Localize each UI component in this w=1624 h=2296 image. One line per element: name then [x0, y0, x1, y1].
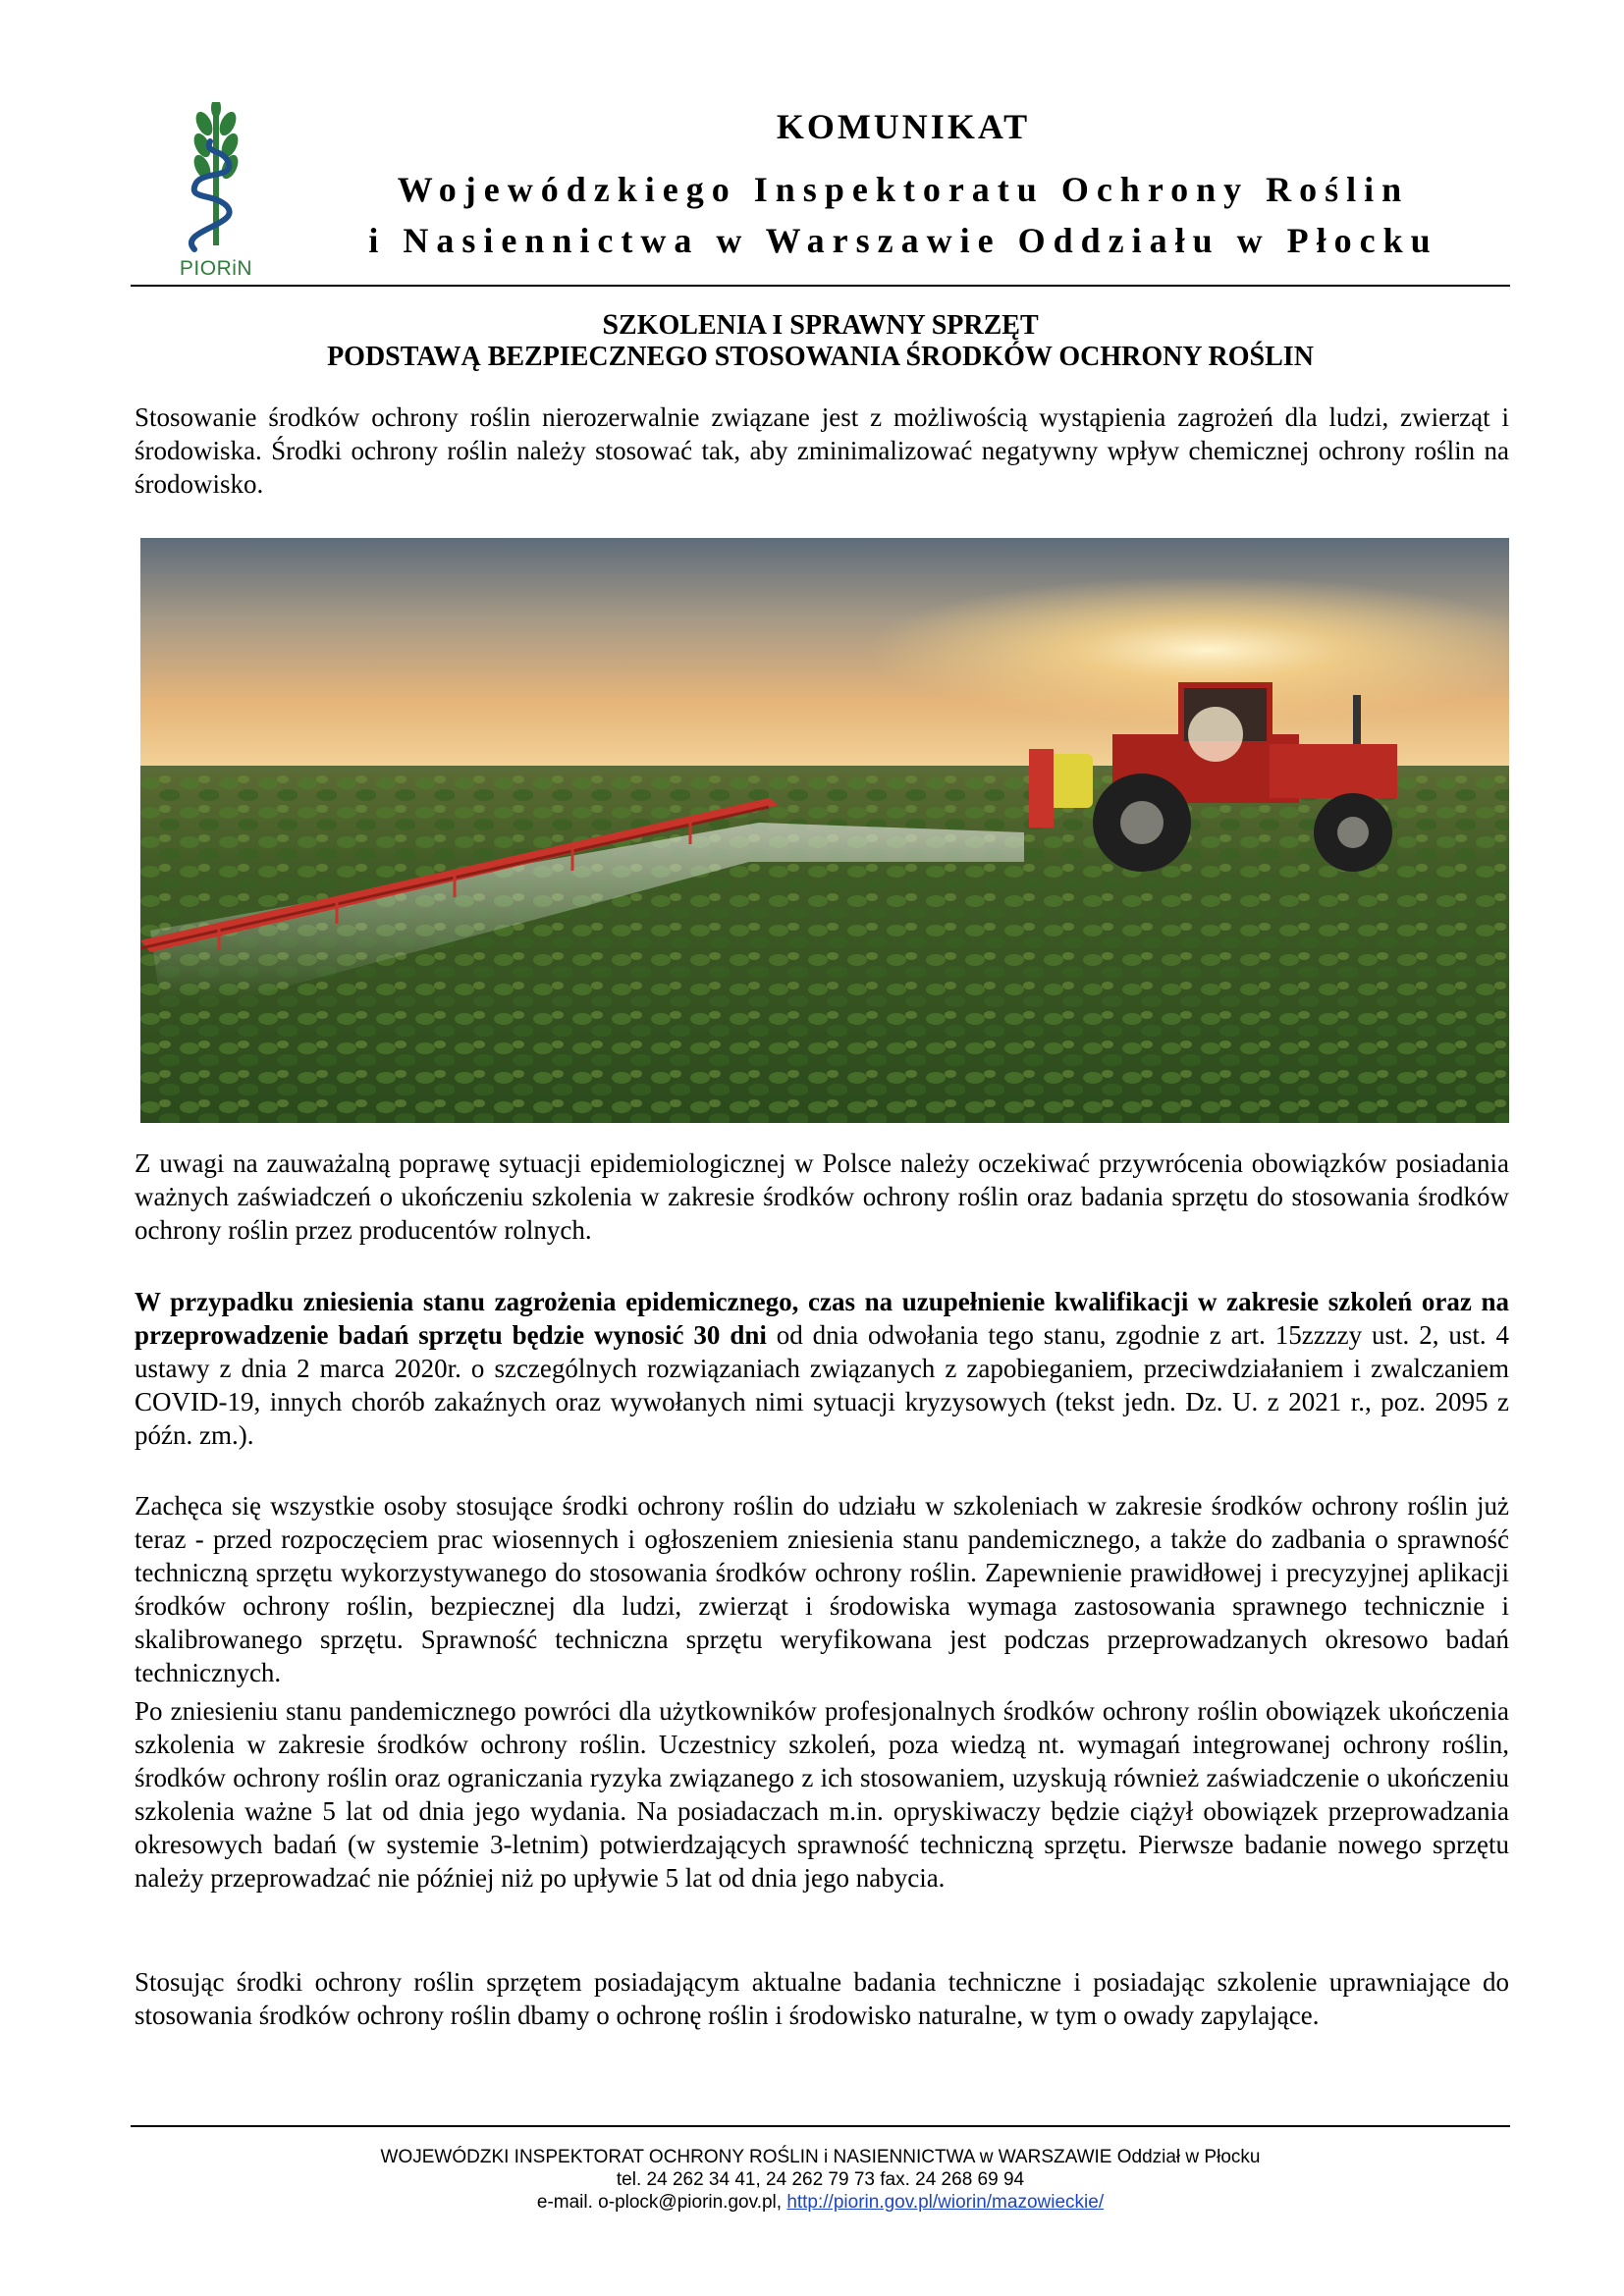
paragraph-encouragement: Zachęca się wszystkie osoby stosujące środki ochrony roślin do udziału w szkoleniach w zakresie środków ochrony roślin już teraz - przed rozpoczęciem prac wiosennych i ogłoszeniem zniesienia stanu pandemicznego, a także do zadbania o sprawność techniczną sprzętu wykorzystywanego do stosowania środków ochrony roślin. Zapewnienie prawidłowej i precyzyjnej aplikacji środków ochrony roślin, bezpiecznej dla ludzi, zwierząt i środowiska wymaga zastosowania sprawnego technicznie i skalibrowanego sprzętu. Sprawność techniczna sprzętu weryfikowana jest podczas przeprowadzanych okresowo badań technicznych. [135, 1491, 1509, 1687]
tractor-sprayer-photo [140, 538, 1509, 1123]
document-type-heading: KOMUNIKAT [776, 107, 1031, 146]
paragraph-30-days-rest: od dnia odwołania tego stanu, zgodnie z art. 15zzzzy ust. 2, ust. 4 ustawy z dnia 2 marca 2020r. o szczególnych rozwiązaniach związanych z zapobieganiem, przeciwdziałaniem i zwalczaniem COVID-19, innych chorób zakaźnych oraz wywołanych nimi sytuacji kryzysowych (tekst jedn. Dz. U. z 2021 r., poz. 2095 z późn. zm.). [135, 1320, 1509, 1450]
footer-phone: tel. 24 262 34 41, 24 262 79 73 fax. 24 268 69 94 [616, 2169, 1025, 2190]
paragraph-closing: Stosując środki ochrony roślin sprzętem posiadającym aktualne badania techniczne i posiadając szkolenie uprawniające do stosowania środków ochrony roślin dbamy o ochronę roślin i środowisko naturalne, w tym o owady zapylające. [135, 1967, 1509, 2030]
intro-paragraph: Stosowanie środków ochrony roślin nierozerwalnie związane jest z możliwością wystąpienia zagrożeń dla ludzi, zwierząt i środowiska. Środki ochrony roślin należy stosować tak, aby zminimalizować negatywny wpływ chemicznej ochrony roślin na środowisko. [135, 402, 1509, 499]
wheat-snake-emblem-icon [167, 102, 265, 259]
subtitle-line-2: PODSTAWĄ BEZPIECZNEGO STOSOWANIA ŚRODKÓW OCHRONY ROŚLIN [327, 342, 1314, 372]
paragraph-epidemic-situation: Z uwagi na zauważalną poprawę sytuacji epidemiologicznej w Polsce należy oczekiwać przywrócenia obowiązków posiadania ważnych zaświadczeń o ukończeniu szkolenia w zakresie środków ochrony roślin oraz badania sprzętu do stosowania środków ochrony roślin przez producentów rolnych. [135, 1148, 1509, 1245]
logo-text: PIORiN [179, 257, 253, 280]
header-divider [131, 285, 1510, 287]
subtitle-initial: S [602, 308, 620, 341]
piorin-logo [167, 102, 265, 289]
paragraph-30-days [135, 1285, 1509, 1452]
footer-website-link[interactable]: http://piorin.gov.pl/wiorin/mazowieckie/ [786, 2192, 1105, 2213]
footer-institution: WOJEWÓDZKI INSPEKTORAT OCHRONY ROŚLIN i NASIENNICTWA w WARSZAWIE Oddział w Płocku [380, 2147, 1261, 2167]
subtitle-rest: ZKOLENIA I SPRAWNY SPRZĘT [619, 310, 1039, 341]
paragraph-30-days-bold: W przypadku zniesienia stanu zagrożenia epidemicznego, czas na uzupełnienie kwalifikacji w zakresie szkoleń oraz na przeprowadzenie badań sprzętu będzie wynosić 30 dni [135, 1287, 1509, 1350]
subtitle-line-1 [131, 308, 1510, 342]
institution-name-line-2: i Nasiennictwa w Warszawie Oddziału w Płocku [368, 221, 1438, 260]
paragraph-after-pandemic: Po zniesieniu stanu pandemicznego powróci dla użytkowników profesjonalnych środków ochrony roślin obowiązek ukończenia szkolenia w zakresie środków ochrony roślin. Uczestnicy szkoleń, poza wiedzą nt. wymagań integrowanej ochrony roślin, środków ochrony roślin oraz ograniczania ryzyka związanego z ich stosowaniem, uzyskują również zaświadczenie o ukończeniu szkolenia ważne 5 lat od dnia jego wydania. Na posiadaczach m.in. opryskiwaczy będzie ciążył obowiązek przeprowadzania okresowych badań (w systemie 3-letnim) potwierdzających sprawność techniczną sprzętu. Pierwsze badanie nowego sprzętu należy przeprowadzać nie później niż po upływie 5 lat od dnia jego nabycia. [135, 1696, 1509, 1893]
footer-divider [131, 2125, 1510, 2127]
institution-name-line-1: Wojewódzkiego Inspektoratu Ochrony Roślin [397, 170, 1410, 209]
footer-email: e-mail. o-plock@piorin.gov.pl, [536, 2192, 787, 2213]
footer-contact [131, 2191, 1510, 2214]
